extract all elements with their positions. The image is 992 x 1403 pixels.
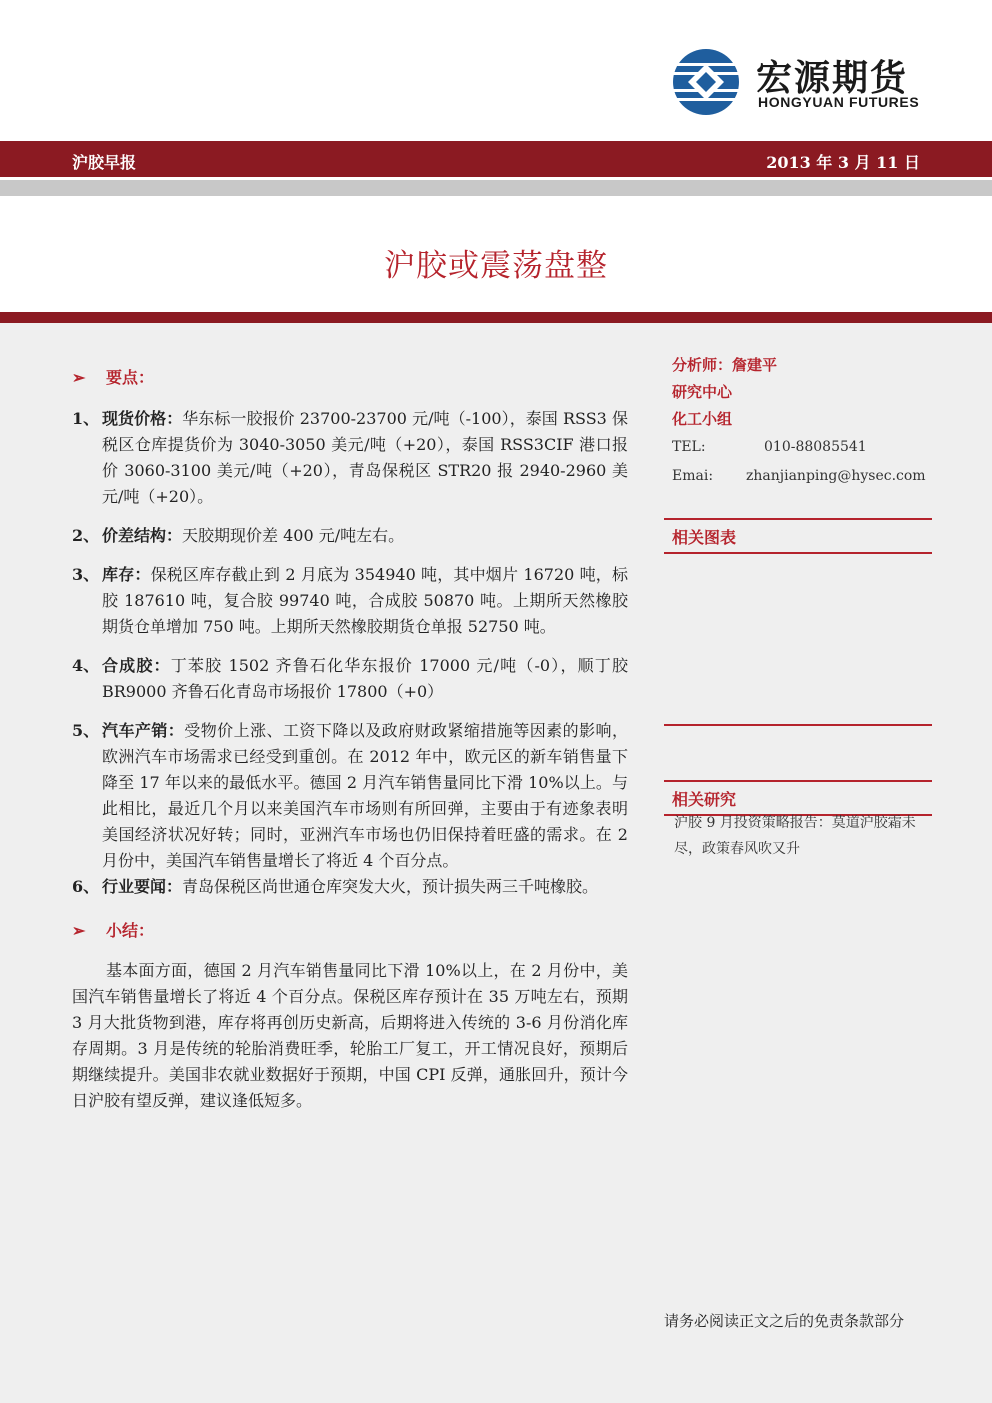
main-content [72,365,628,1114]
research-dept: 研究中心 [672,383,733,401]
disclaimer-note: 请务必阅读正文之后的免责条款部分 [663,1312,904,1330]
report-type: 沪胶早报 [72,153,137,172]
related-research-header: 相关研究 [664,780,932,816]
summary-heading: ➢ 小结： [72,918,628,944]
related-research-link[interactable]: 沪胶 9 月投资策略报告：莫道沪胶霜未尽，政策春风吹又升 [674,815,916,857]
key-point-item: 4、 合成胶：丁苯胶 1502 齐鲁石化华东报价 17000 元/吨（-0），顺丁胶 BR9000 齐鲁石化青岛市场报价 17800（+0） [72,656,628,701]
key-point-item: 6、 行业要闻：青岛保税区尚世通仓库突发大火，预计损失两三千吨橡胶。 [72,877,599,896]
hongyuan-logo-icon [672,48,740,116]
header-divider [0,180,992,196]
arrow-bullet-icon: ➢ [72,921,86,940]
contact-tel: TEL: 010-88085541 [672,439,867,455]
key-point-item: 5、 汽车产销：受物价上涨、工资下降以及政府财政紧缩措施等因素的影响，欧洲汽车市场需求已经受到重创。在 2012 年中，欧元区的新车销售量下降至 17 年以来的最低水平。德国 2 月汽车销售量同比下滑 10%以上。与此相比，最近几个月以来美国汽车市场则有所回弹，主要由于有迹象表明美国经济状况好转；同时，亚洲汽车市场也仍旧保持着旺盛的需求。在 2 月份中，美国汽车销售量增长了将近 4 个百分点。 [72,721,628,870]
brand-name-en: HONGYUAN FUTURES [758,94,920,110]
key-points-heading: ➢ 要点： [72,365,628,391]
key-point-item: 2、 价差结构：天胶期现价差 400 元/吨左右。 [72,526,405,545]
key-point-item: 3、 库存：保税区库存截止到 2 月底为 354940 吨，其中烟片 16720 吨，标胶 187610 吨，复合胶 99740 吨，合成胶 50870 吨。上期所天然橡胶期货仓单增加 750 吨。上期所天然橡胶期货仓单报 52750 吨。 [72,565,628,636]
company-logo [672,46,922,116]
summary-text: 基本面方面，德国 2 月汽车销售量同比下滑 10%以上，在 2 月份中，美国汽车销售量增长了将近 4 个百分点。保税区库存预计在 35 万吨左右，预期 3 月大批货物到港，库存将再创历史新高，后期将进入传统的 3-6 月份消化库存周期。3 月是传统的轮胎消费旺季，轮胎工厂复工，开工情况良好，预期后期继续提升。美国非农就业数据好于预期，中国 CPI 反弹，通胀回升，预计今日沪胶有望反弹，建议逢低短多。 [72,961,628,1110]
research-group: 化工小组 [672,410,733,428]
page-title: 沪胶或震荡盘整 [384,248,608,284]
report-date: 2013 年 3 月 11 日 [766,153,920,172]
sidebar-divider [664,724,932,726]
related-charts-header: 相关图表 [664,518,932,554]
key-point-item: 1、 现货价格：华东标一胶报价 23700-23700 元/吨（-100），泰国 RSS3 保税区仓库提货价为 3040-3050 美元/吨（+20），泰国 RSS3CIF 港口报价 3060-3100 美元/吨（+20），青岛保税区 STR20 报 2940-2960 美元/吨（+20）。 [72,409,628,506]
email-link[interactable]: zhanjianping@hysec.com [746,468,926,484]
brand-name-cn: 宏源期货 [756,58,909,99]
sidebar [672,352,932,491]
analyst-name: 分析师：詹建平 [672,356,778,374]
header-band [0,141,992,177]
arrow-bullet-icon: ➢ [72,368,86,387]
contact-email: Emai: zhanjianping@hysec.com [672,462,932,491]
title-divider [0,312,992,323]
